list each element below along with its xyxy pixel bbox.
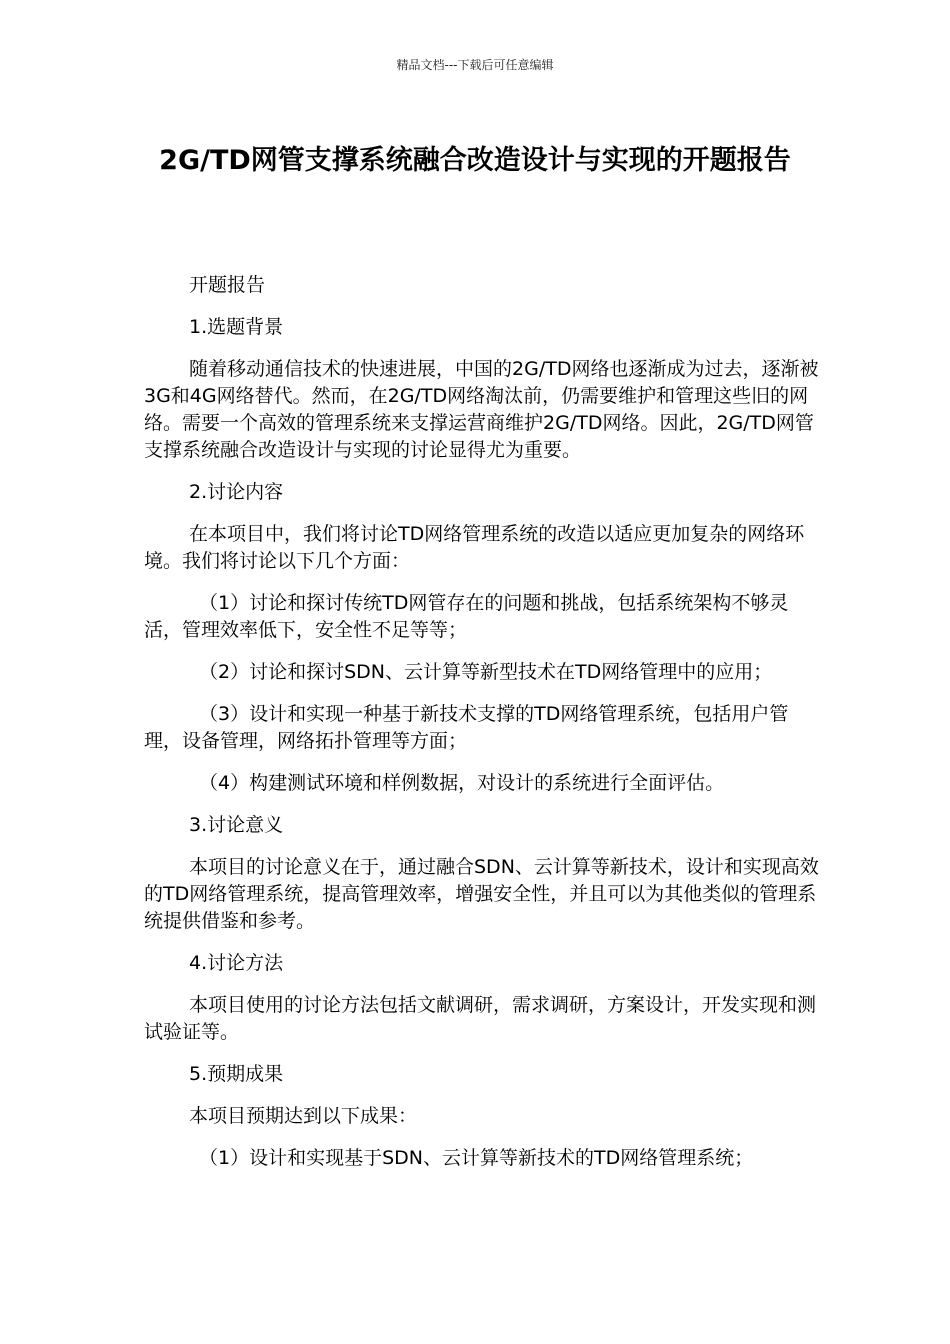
section-heading-content: 2.讨论内容 [189, 481, 284, 503]
paragraph-content-intro: 在本项目中，我们将讨论TD网络管理系统的改造以适应更加复杂的网络环境。我们将讨论以下几个方面： [144, 523, 805, 572]
section-heading-methods: 4.讨论方法 [189, 952, 284, 974]
list-item-content-4: （4）构建测试环境和样例数据，对设计的系统进行全面评估。 [199, 772, 725, 794]
document-body [144, 272, 820, 1187]
list-item-outcome-1: （1）设计和实现基于SDN、云计算等新技术的TD网络管理系统； [199, 1147, 754, 1169]
paragraph-background: 随着移动通信技术的快速进展，中国的2G/TD网络也逐渐成为过去，逐渐被3G和4G网络替代。然而，在2G/TD网络淘汰前，仍需要维护和管理这些旧的网络。需要一个高效的管理系统来支撑运营商维护2G/TD网络。因此，2G/TD网管支撑系统融合改造设计与实现的讨论显得尤为重要。 [144, 358, 819, 461]
paragraph-outcomes-intro: 本项目预期达到以下成果： [189, 1105, 418, 1127]
list-item-content-3: （3）设计和实现一种基于新技术支撑的TD网络管理系统，包括用户管理，设备管理，网络拓扑管理等方面； [144, 703, 789, 752]
section-heading-significance: 3.讨论意义 [189, 814, 284, 836]
document-title: 2G/TD网管支撑系统融合改造设计与实现的开题报告 [159, 145, 791, 176]
list-item-content-1: （1）讨论和探讨传统TD网管存在的问题和挑战，包括系统架构不够灵活，管理效率低下，安全性不足等等； [144, 592, 789, 641]
page-header: 精品文档---下载后可任意编辑 [396, 58, 554, 72]
paragraph-significance: 本项目的讨论意义在于，通过融合SDN、云计算等新技术，设计和实现高效的TD网络管理系统，提高管理效率，增强安全性，并且可以为其他类似的管理系统提供借鉴和参考。 [144, 856, 819, 932]
paragraph-methods: 本项目使用的讨论方法包括文献调研，需求调研，方案设计，开发实现和测试验证等。 [144, 994, 817, 1043]
list-item-content-2: （2）讨论和探讨SDN、云计算等新型技术在TD网络管理中的应用； [199, 661, 773, 683]
section-heading-report: 开题报告 [189, 274, 266, 296]
section-heading-background: 1.选题背景 [189, 316, 284, 338]
section-heading-outcomes: 5.预期成果 [189, 1063, 284, 1085]
